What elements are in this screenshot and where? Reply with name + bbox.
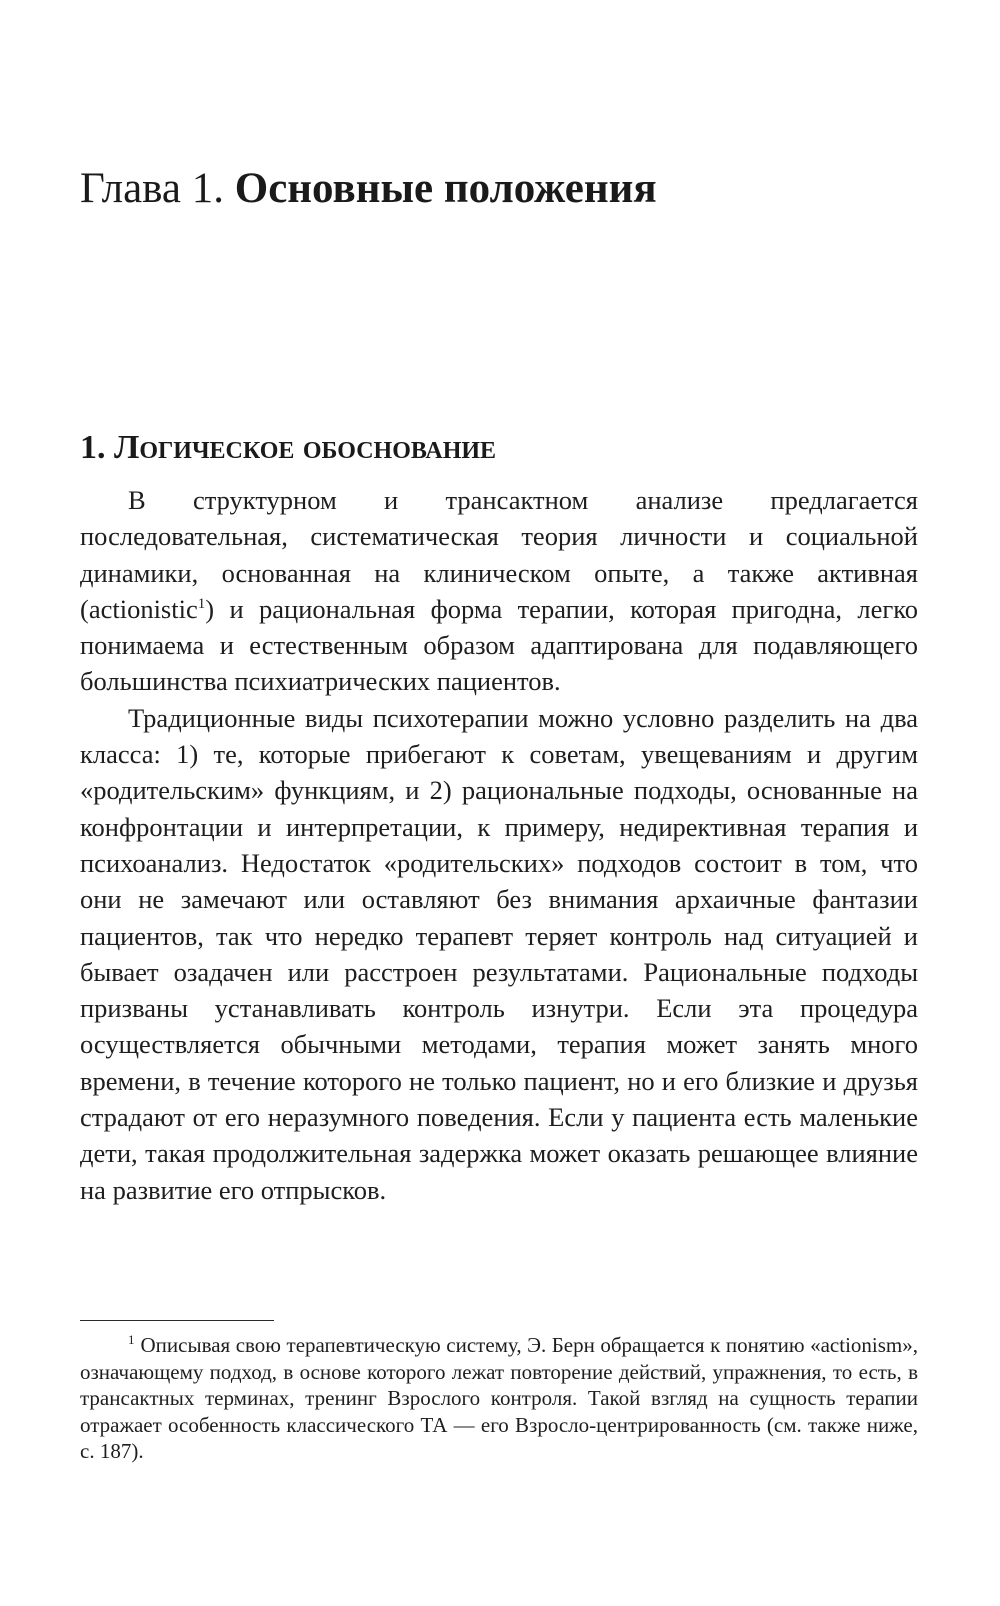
footnote-divider [80, 1320, 274, 1321]
section-number: 1. [80, 429, 106, 466]
book-page [80, 0, 918, 1606]
section-name: Логическое обоснование [114, 429, 497, 466]
paragraph-1 [80, 482, 918, 700]
body-text [80, 482, 918, 1208]
chapter-name: Основные положения [234, 165, 657, 212]
paragraph-1-text-start: В структурном и трансактном анализе предлагается последовательная, систематическая теория личности и социальной динамики, основанная на клиническом опыте, а также активная (actionistic [80, 485, 918, 624]
paragraph-1-text-end: ) и рациональная форма терапии, которая пригодна, легко понимаема и естественным образом адаптирована для подавляющего большинства психиатрических пациентов. [80, 593, 918, 697]
chapter-title [80, 163, 657, 215]
footnote-marker: 1 [128, 1332, 135, 1347]
footnote [80, 1332, 918, 1465]
footnote-reference[interactable]: 1 [197, 595, 206, 612]
footnote-text: Описывая свою терапевтическую систему, Э. Берн обращается к понятию «actionism», означающему подход, в основе которого лежат повторение действий, упражнения, то есть, в трансактных терминах, тренинг Взрослого контроля. Такой взгляд на сущность терапии отражает особенность классического ТА — его Взросло-центрированность (см. также ниже, с. 187). [80, 1333, 918, 1464]
section-title [80, 428, 496, 469]
chapter-label: Глава 1. [80, 165, 224, 212]
paragraph-2: Традиционные виды психотерапии можно условно разделить на два класса: 1) те, которые прибегают к советам, увещеваниям и другим «родительским» функциям, и 2) рациональные подходы, основанные на конфронтации и интерпретации, к примеру, недирективная терапия и психоанализ. Недостаток «родительских» подходов состоит в том, что они не замечают или оставляют без внимания архаичные фантазии пациентов, так что нередко терапевт теряет контроль над ситуацией и бывает озадачен или расстроен результатами. Рациональные подходы призваны устанавливать контроль изнутри. Если эта процедура осуществляется обычными методами, терапия может занять много времени, в течение которого не только пациент, но и его близкие и друзья страдают от его неразумного поведения. Если у пациента есть маленькие дети, такая продолжительная задержка может оказать решающее влияние на развитие его отпрысков. [80, 702, 918, 1205]
